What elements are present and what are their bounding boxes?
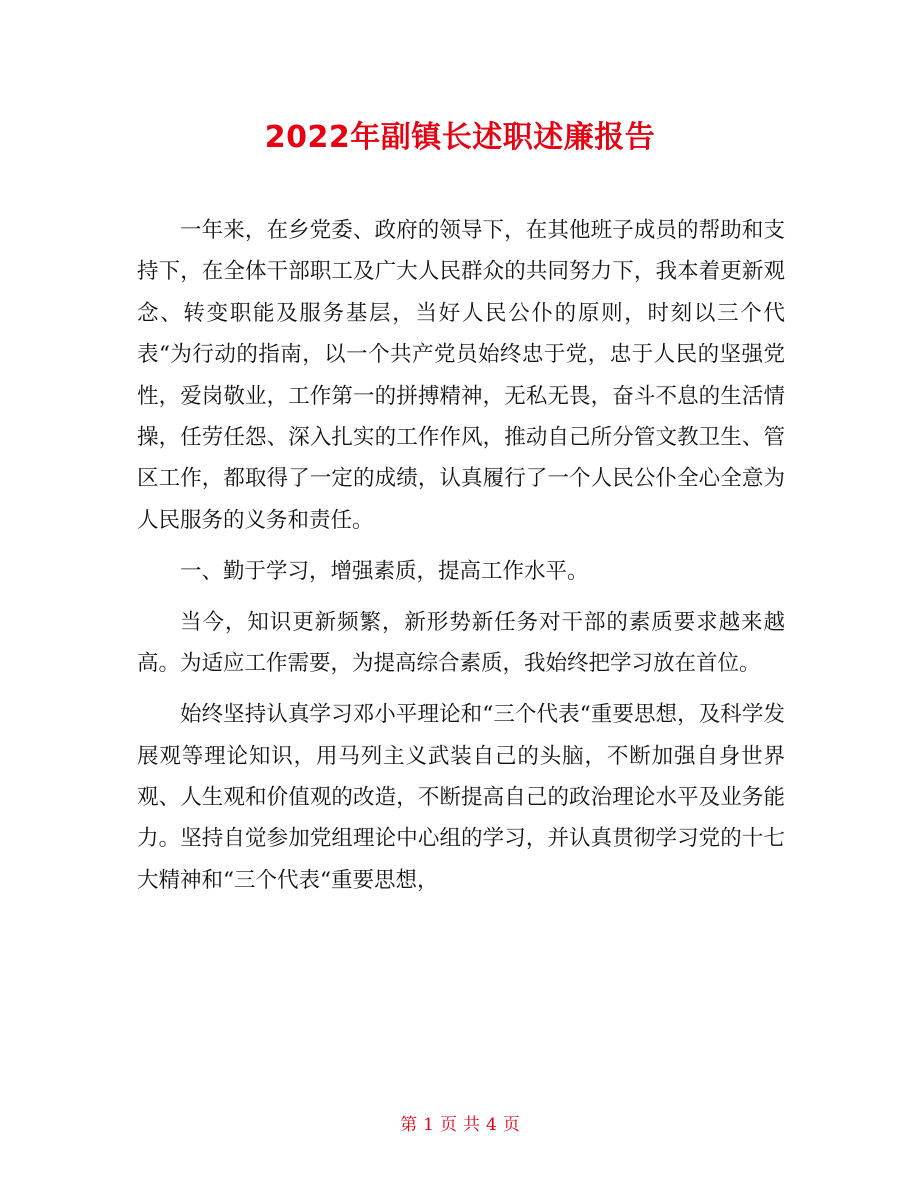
document-title: 2022年副镇长述职述廉报告: [264, 120, 656, 155]
footer-total-pages: 4: [486, 1115, 497, 1135]
page-footer: [0, 1113, 920, 1137]
document-body: [137, 210, 785, 911]
paragraph-learning-detail: 始终坚持认真学习邓小平理论和“三个代表“重要思想，及科学发展观等理论知识，用马列主义武装自己的头脑，不断加强自身世界观、人生观和价值观的改造，不断提高自己的政治理论水平及业务能力。坚持自觉参加党组理论中心组的学习，并认真贯彻学习党的十七大精神和“三个代表“重要思想，: [137, 702, 785, 893]
footer-total-label: 共: [463, 1115, 480, 1135]
section-heading-1: 一、勤于学习，增强素质，提高工作水平。: [180, 558, 589, 584]
footer-page-unit: 页: [440, 1115, 457, 1135]
footer-current-page: 1: [423, 1115, 434, 1135]
footer-total-unit: 页: [502, 1115, 520, 1135]
paragraph-intro: 一年来，在乡党委、政府的领导下，在其他班子成员的帮助和支持下，在全体干部职工及广大人民群众的共同努力下，我本着更新观念、转变职能及服务基层，当好人民公仆的原则，时刻以三个代表“为行动的指南，以一个共产党员始终忠于党，忠于人民的坚强党性，爱岗敬业，工作第一的拼搏精神，无私无畏，奋斗不息的生活情操，任劳任怨、深入扎实的工作作风，推动自己所分管文教卫生、管区工作，都取得了一定的成绩，认真履行了一个人民公仆全心全意为人民服务的义务和责任。: [137, 218, 785, 533]
paragraph-learning-context: 当今，知识更新频繁，新形势新任务对干部的素质要求越来越高。为适应工作需要，为提高综合素质，我始终把学习放在首位。: [137, 609, 785, 677]
footer-page-label: 第: [400, 1115, 418, 1135]
